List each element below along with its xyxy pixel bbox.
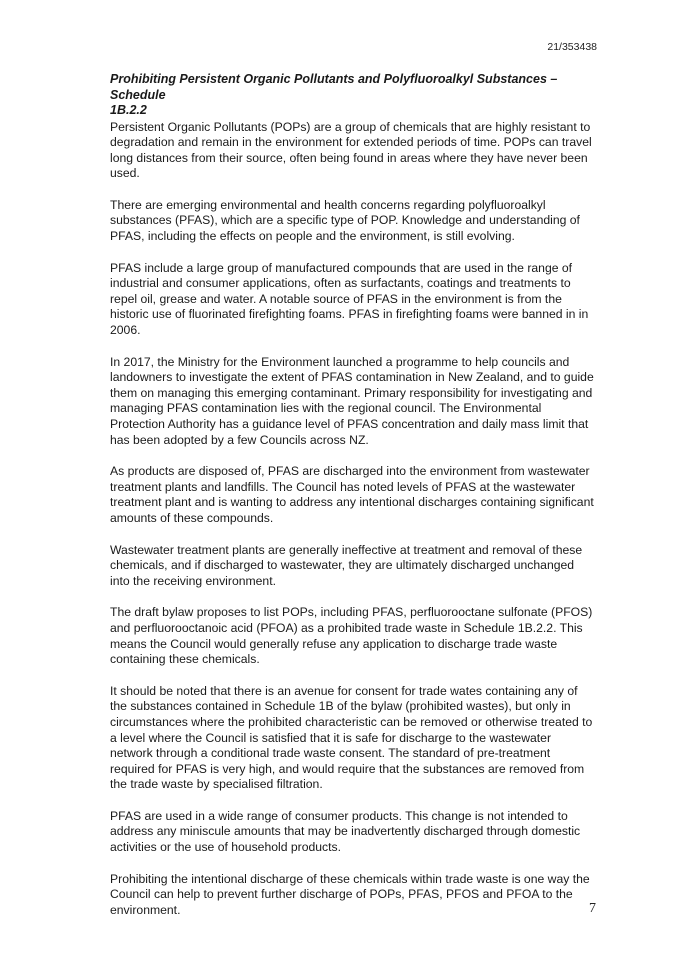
section-heading-line-1: Prohibiting Persistent Organic Pollutants and Polyfluoroalkyl Substances – Schedule — [110, 72, 558, 102]
paragraph-conclusion: Prohibiting the intentional discharge of these chemicals within trade waste is one way the Council can help to prevent further discharge of POPs, PFAS, PFOS and PFOA to the environment. — [110, 871, 590, 917]
paragraph-treatment-plants: Wastewater treatment plants are generally ineffective at treatment and removal of these chemicals, and if discharged to wastewater, they are ultimately discharged unchanged into the receiving environment. — [110, 542, 583, 588]
page-number: 7 — [589, 901, 596, 916]
page-content — [110, 72, 596, 934]
section-heading-line-2: 1B.2.2 — [110, 103, 147, 117]
paragraph-consent-avenue: It should be noted that there is an avenue for consent for trade wates containing any of the substances contained in Schedule 1B of the bylaw (prohibited wastes), but only in circumstances where the prohibited characteristic can be removed or otherwise treated to a level where the Council is satisfied that it is safe for discharge to the wastewater network through a conditional trade waste consent. The standard of pre-treatment required for PFAS is very high, and would require that the substances are removed from the trade waste by specialised filtration. — [110, 683, 593, 792]
section-heading — [110, 72, 596, 119]
paragraph-pfas-uses: PFAS include a large group of manufactured compounds that are used in the range of industrial and consumer applications, often as surfactants, coatings and treatments to repel oil, grease and water. A notable source of PFAS in the environment is from the historic use of fluorinated firefighting foams. PFAS in firefighting foams were banned in in 2006. — [110, 260, 589, 338]
paragraph-pops-definition: Persistent Organic Pollutants (POPs) are a group of chemicals that are highly resistant to degradation and remain in the environment for extended periods of time. POPs can travel long distances from their source, often being found in areas where they have never been used. — [110, 119, 592, 181]
paragraph-consumer-products: PFAS are used in a wide range of consumer products. This change is not intended to address any miniscule amounts that may be inadvertently discharged through domestic activities or the use of household products. — [110, 808, 581, 855]
paragraph-draft-bylaw: The draft bylaw proposes to list POPs, including PFAS, perfluorooctane sulfonate (PFOS) and perfluorooctanoic acid (PFOA) as a prohibited trade waste in Schedule 1B.2.2. This means the Council would generally refuse any application to discharge trade waste containing these chemicals. — [110, 605, 593, 667]
paragraph-pfas-concerns: There are emerging environmental and health concerns regarding polyfluoroalkyl substances (PFAS), which are a specific type of POP. Knowledge and understanding of PFAS, including the effects on people and the environment, is still evolving. — [110, 197, 580, 244]
document-reference: 21/353438 — [547, 41, 597, 53]
paragraph-ministry-programme: In 2017, the Ministry for the Environment launched a programme to help councils and landowners to investigate the extent of PFAS contamination in New Zealand, and to guide them on managing this emerging contaminant. Primary responsibility for investigating and managing PFAS contamination lies with the regional council. The Environmental Protection Authority has a guidance level of PFAS concentration and daily mass limit that has been adopted by a few Councils across NZ. — [110, 354, 594, 447]
paragraph-disposal: As products are disposed of, PFAS are discharged into the environment from wastewater treatment plants and landfills. The Council has noted levels of PFAS at the wastewater treatment plant and is wanting to address any intentional discharges containing significant amounts of these compounds. — [110, 464, 594, 525]
